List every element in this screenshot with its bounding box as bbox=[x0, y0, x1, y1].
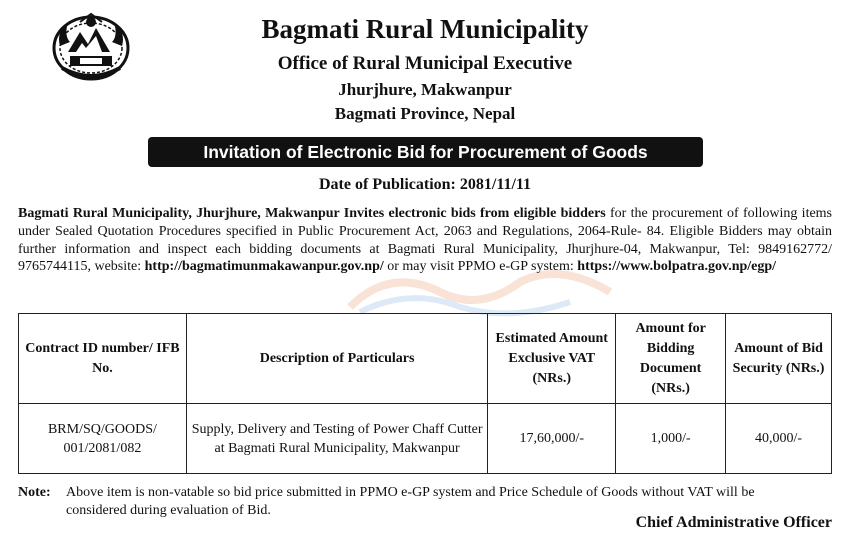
note-text: Above item is non-vatable so bid price submitted in PPMO e-GP system and Price Schedule of Goods without VAT will be considered during evaluation of Bid. bbox=[66, 485, 755, 518]
egp-link[interactable]: https://www.bolpatra.gov.np/egp/ bbox=[577, 259, 777, 275]
note-label: Note: bbox=[18, 485, 51, 500]
publication-date: Date of Publication: 2081/11/11 bbox=[319, 176, 531, 193]
header-contract-id: Contract ID number/ IFB No. bbox=[19, 314, 187, 404]
province-line: Bagmati Province, Nepal bbox=[334, 104, 516, 123]
office-name: Office of Rural Municipal Executive bbox=[277, 53, 573, 74]
bid-table bbox=[18, 313, 832, 474]
signature-title: Chief Administrative Officer bbox=[635, 514, 832, 531]
municipality-name: Bagmati Rural Municipality bbox=[261, 14, 589, 44]
header-description: Description of Particulars bbox=[186, 314, 487, 404]
office-location: Jhurjhure, Makwanpur bbox=[338, 80, 512, 99]
header-estimated-amount: Estimated Amount Exclusive VAT (NRs.) bbox=[488, 314, 616, 404]
intro-paragraph bbox=[18, 205, 832, 276]
intro-lead: Bagmati Rural Municipality, Jhurjhure, Makwanpur Invites electronic bids from eligible bidders bbox=[18, 206, 606, 221]
website-link[interactable]: http://bagmatimunmakawanpur.gov.np/ bbox=[144, 259, 384, 275]
cell-contract-id: BRM/SQ/GOODS/ 001/2081/082 bbox=[19, 404, 187, 474]
cell-bid-security: 40,000/- bbox=[726, 404, 832, 474]
header-bidding-document-amount: Amount for Bidding Document (NRs.) bbox=[616, 314, 726, 404]
cell-estimated-amount: 17,60,000/- bbox=[488, 404, 616, 474]
cell-description: Supply, Delivery and Testing of Power Chaff Cutter at Bagmati Rural Municipality, Makwanpur bbox=[186, 404, 487, 474]
cell-bidding-document-amount: 1,000/- bbox=[616, 404, 726, 474]
table-row bbox=[19, 404, 832, 474]
header-bid-security: Amount of Bid Security (NRs.) bbox=[726, 314, 832, 404]
intro-text-1: for the procurement of following items under Sealed Quotation Procedures specified in Public Procurement Act, 2063 and Regulations, 2064-Rule- 84. Eligible Bidders may obtain further information and inspect each bidding documents at Bagmati Rural Municipality, Jhurjhure-04, Makwanpur, Tel: 9849162772/ 9765744115, website: bbox=[18, 206, 833, 275]
notice-title: Invitation of Electronic Bid for Procurement of Goods bbox=[148, 137, 703, 167]
table-header-row bbox=[19, 314, 832, 404]
intro-text-2: or may visit PPMO e-GP system: bbox=[383, 259, 578, 275]
